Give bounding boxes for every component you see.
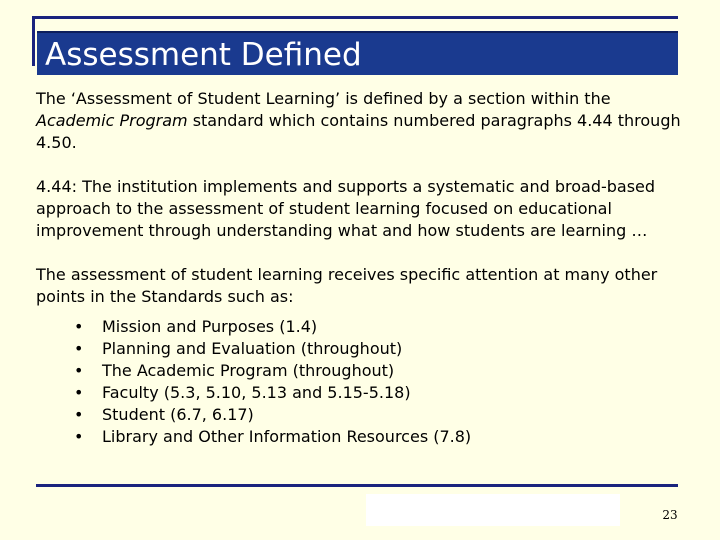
bullet-item bbox=[36, 338, 692, 360]
standard-quote: 4.44: The institution implements and supports a systematic and broad-based approach to the assessment of student learning focused on educational improvement through understanding what and how students are learning … bbox=[36, 177, 656, 240]
footer-box bbox=[366, 494, 620, 526]
bullet-item bbox=[36, 316, 692, 338]
bullet-dot-icon: • bbox=[74, 361, 84, 380]
lead-in-paragraph: The assessment of student learning receives specific attention at many other points in the Standards such as: bbox=[36, 265, 658, 306]
bullet-item bbox=[36, 404, 692, 426]
page-number: 23 bbox=[662, 508, 678, 522]
intro-text-part1: The ‘Assessment of Student Learning’ is defined by a section within the bbox=[36, 89, 611, 108]
bullet-text: Mission and Purposes (1.4) bbox=[102, 317, 318, 336]
bullet-text: Faculty (5.3, 5.10, 5.13 and 5.15-5.18) bbox=[102, 383, 411, 402]
bullet-text: Library and Other Information Resources (7.8) bbox=[102, 427, 472, 446]
bullet-list bbox=[36, 316, 692, 448]
bullet-dot-icon: • bbox=[74, 383, 84, 402]
title-bar bbox=[37, 31, 678, 75]
slide-body bbox=[36, 88, 692, 448]
bullet-item bbox=[36, 360, 692, 382]
bottom-rule bbox=[36, 484, 678, 487]
intro-text-italic: Academic Program bbox=[36, 111, 188, 130]
bullet-text: Planning and Evaluation (throughout) bbox=[102, 339, 403, 358]
top-frame-line bbox=[32, 16, 678, 19]
intro-text-part2: standard which contains numbered paragraphs 4.44 through 4.50. bbox=[36, 111, 681, 152]
bullet-dot-icon: • bbox=[74, 405, 84, 424]
bullet-item bbox=[36, 426, 692, 448]
bullet-dot-icon: • bbox=[74, 427, 84, 446]
slide-title: Assessment Defined bbox=[45, 37, 362, 73]
bullet-item bbox=[36, 382, 692, 404]
left-frame-line bbox=[32, 16, 35, 66]
bullet-dot-icon: • bbox=[74, 339, 84, 358]
bullet-text: Student (6.7, 6.17) bbox=[102, 405, 254, 424]
bullet-text: The Academic Program (throughout) bbox=[102, 361, 395, 380]
bullet-dot-icon: • bbox=[74, 317, 84, 336]
intro-paragraph bbox=[36, 88, 692, 154]
